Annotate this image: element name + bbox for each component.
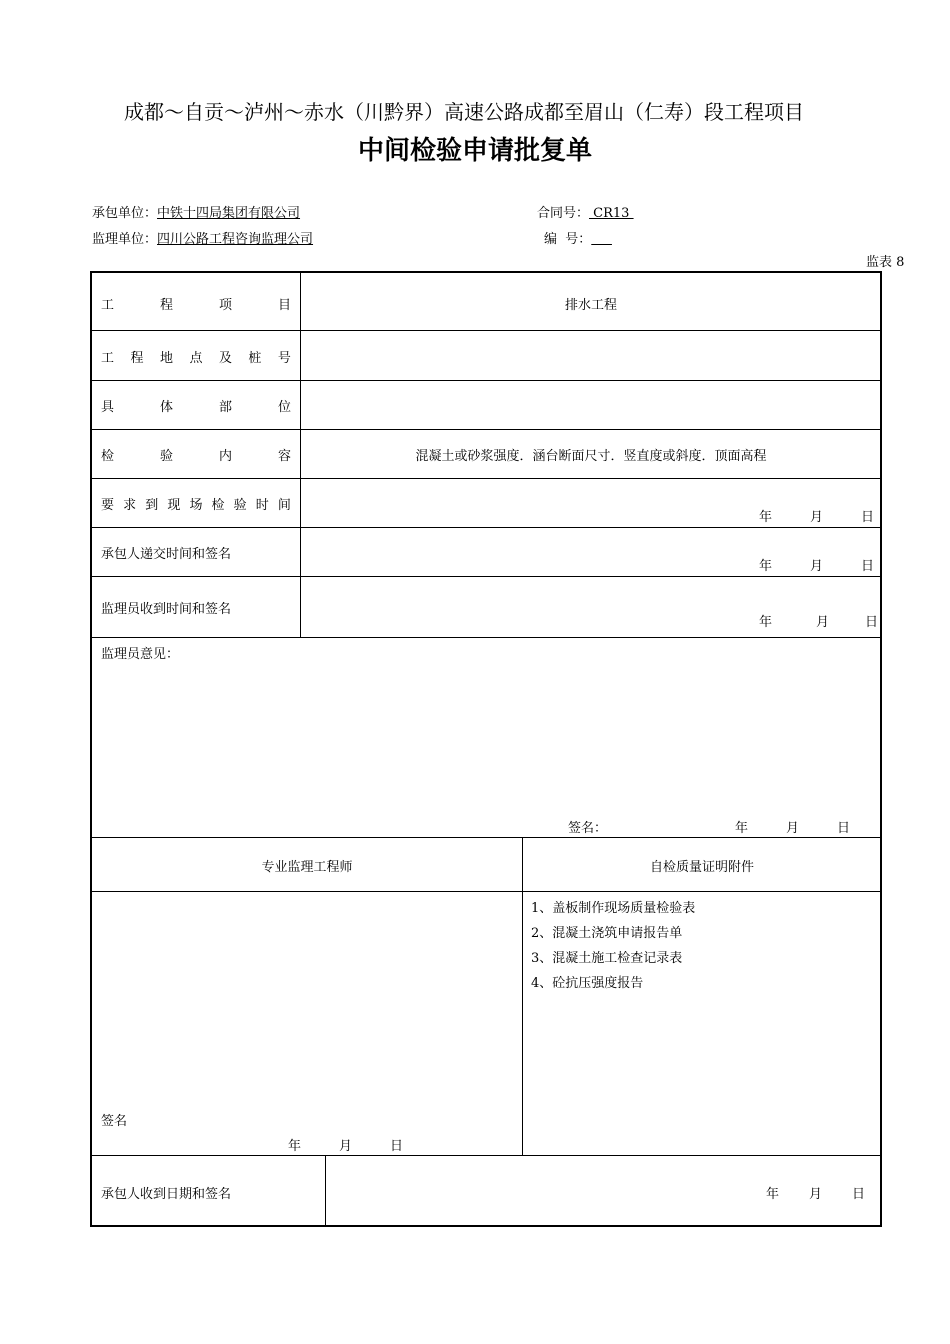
serial-label: 编 号：	[544, 232, 592, 247]
row-divider	[92, 1155, 880, 1156]
supervisor-label: 监理单位：	[92, 232, 158, 247]
required-time-date: 年 月 日	[759, 510, 875, 525]
attachment-item: 3、混凝土施工检查记录表	[531, 951, 683, 966]
project-item-label: 工 程 项 目	[101, 298, 291, 313]
form-number: 监表 8	[866, 255, 905, 270]
row-divider	[92, 576, 880, 577]
opinion-sign-label: 签名：	[568, 821, 608, 836]
contractor-value: 中铁十四局集团有限公司	[157, 206, 301, 221]
receive-date: 年 月 日	[759, 615, 879, 630]
location-input[interactable]	[302, 333, 880, 377]
attachment-item: 2、混凝土浇筑申请报告单	[531, 926, 683, 941]
content-value: 混凝土或砂浆强度．涵台断面尺寸．竖直度或斜度．顶面高程	[415, 449, 767, 464]
column-divider	[325, 1155, 326, 1227]
row-divider	[92, 478, 880, 479]
row-divider	[92, 837, 880, 838]
serial-value	[591, 232, 612, 247]
row-divider	[92, 891, 880, 892]
supervisor-value: 四川公路工程咨询监理公司	[157, 232, 314, 247]
opinion-date: 年 月 日	[735, 821, 851, 836]
row-divider	[92, 380, 880, 381]
required-time-label: 要 求 到 现 场 检 验 时 间	[101, 498, 291, 513]
location-label: 工 程 地 点 及 桩 号	[101, 351, 291, 366]
contract-no-label: 合同号：	[537, 206, 590, 221]
contractor-receive-date: 年 月 日	[766, 1187, 866, 1202]
contract-no-line	[537, 202, 634, 221]
engineer-sign-label: 签名	[101, 1114, 128, 1129]
row-divider	[92, 527, 880, 528]
row-divider	[92, 429, 880, 430]
opinion-label: 监理员意见：	[101, 647, 180, 662]
contractor-receive-label: 承包人收到日期和签名	[101, 1187, 232, 1202]
row-divider	[92, 330, 880, 331]
submit-date: 年 月 日	[759, 559, 875, 574]
contractor-label: 承包单位：	[92, 206, 158, 221]
supervisor-line	[92, 228, 313, 247]
contractor-line	[92, 202, 300, 221]
column-divider	[522, 837, 523, 1155]
project-item-value: 排水工程	[564, 298, 617, 313]
receive-label: 监理员收到时间和签名	[101, 602, 232, 617]
form-title: 中间检验申请批复单	[357, 136, 592, 166]
engineer-header: 专业监理工程师	[261, 860, 353, 875]
attachment-item: 1、盖板制作现场质量检验表	[531, 901, 696, 916]
content-label: 检 验 内 容	[101, 449, 291, 464]
contract-no-value: CR13	[589, 206, 634, 221]
row-divider	[92, 637, 880, 638]
part-label: 具 体 部 位	[101, 400, 291, 415]
engineer-date: 年 月 日	[288, 1139, 404, 1154]
submit-label: 承包人递交时间和签名	[101, 547, 232, 562]
attachments-header: 自检质量证明附件	[649, 860, 754, 875]
form-table	[90, 271, 882, 1227]
part-input[interactable]	[302, 383, 880, 427]
serial-line	[544, 228, 612, 247]
project-name: 成都～自贡～泸州～赤水（川黔界）高速公路成都至眉山（仁寿）段工程项目	[124, 100, 804, 124]
attachment-item: 4、砼抗压强度报告	[531, 976, 644, 991]
